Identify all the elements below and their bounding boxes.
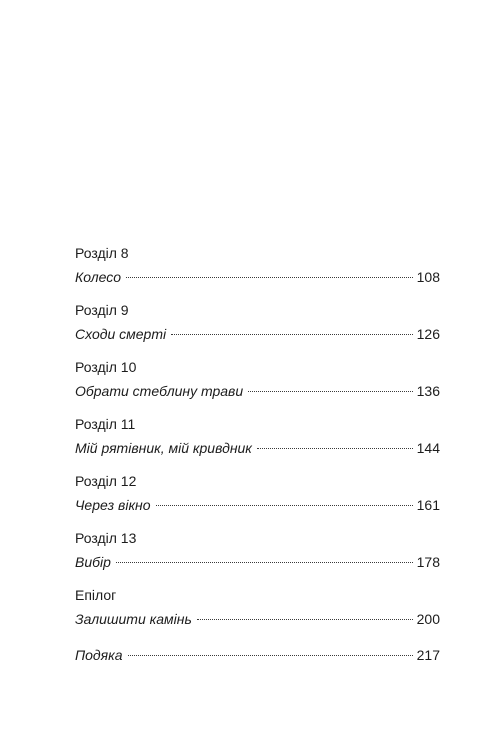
table-of-contents xyxy=(75,244,440,679)
toc-row[interactable] xyxy=(75,325,440,343)
chapter-title: Через вікно xyxy=(75,497,151,513)
chapter-title: Обрати стеблину трави xyxy=(75,383,244,399)
toc-entry-chapter-13 xyxy=(75,529,440,571)
page-number: 136 xyxy=(416,383,440,399)
toc-entry-epilogue xyxy=(75,586,440,628)
toc-row[interactable] xyxy=(75,382,440,400)
dot-leader xyxy=(128,655,413,656)
page-number: 217 xyxy=(416,647,440,663)
dot-leader xyxy=(248,391,413,392)
toc-entry-chapter-9 xyxy=(75,301,440,343)
toc-row[interactable] xyxy=(75,439,440,457)
toc-row[interactable] xyxy=(75,646,440,664)
toc-entry-chapter-12 xyxy=(75,472,440,514)
chapter-heading: Розділ 13 xyxy=(75,530,137,546)
toc-entry-chapter-11 xyxy=(75,415,440,457)
chapter-heading: Розділ 9 xyxy=(75,302,129,318)
toc-entry-chapter-10 xyxy=(75,358,440,400)
chapter-title: Сходи смерті xyxy=(75,326,167,342)
chapter-heading: Епілог xyxy=(75,587,117,603)
chapter-title: Мій рятівник, мій кривдник xyxy=(75,440,252,456)
toc-entry-acknowledgements xyxy=(75,643,440,664)
page-number: 144 xyxy=(416,440,440,456)
chapter-title: Вибір xyxy=(75,554,111,570)
chapter-title: Залишити камінь xyxy=(75,611,192,627)
chapter-heading: Розділ 12 xyxy=(75,473,137,489)
toc-row[interactable] xyxy=(75,496,440,514)
dot-leader xyxy=(197,619,413,620)
toc-row[interactable] xyxy=(75,268,440,286)
page-number: 126 xyxy=(416,326,440,342)
page-number: 200 xyxy=(416,611,440,627)
chapter-title: Подяка xyxy=(75,647,123,663)
page-number: 161 xyxy=(416,497,440,513)
toc-row[interactable] xyxy=(75,553,440,571)
dot-leader xyxy=(257,448,413,449)
page-number: 178 xyxy=(416,554,440,570)
dot-leader xyxy=(126,277,413,278)
dot-leader xyxy=(156,505,413,506)
chapter-title: Колесо xyxy=(75,269,122,285)
toc-row[interactable] xyxy=(75,610,440,628)
dot-leader xyxy=(171,334,413,335)
chapter-heading: Розділ 11 xyxy=(75,416,136,432)
chapter-heading: Розділ 10 xyxy=(75,359,137,375)
page-number: 108 xyxy=(416,269,440,285)
toc-entry-chapter-8 xyxy=(75,244,440,286)
dot-leader xyxy=(116,562,413,563)
chapter-heading: Розділ 8 xyxy=(75,245,129,261)
